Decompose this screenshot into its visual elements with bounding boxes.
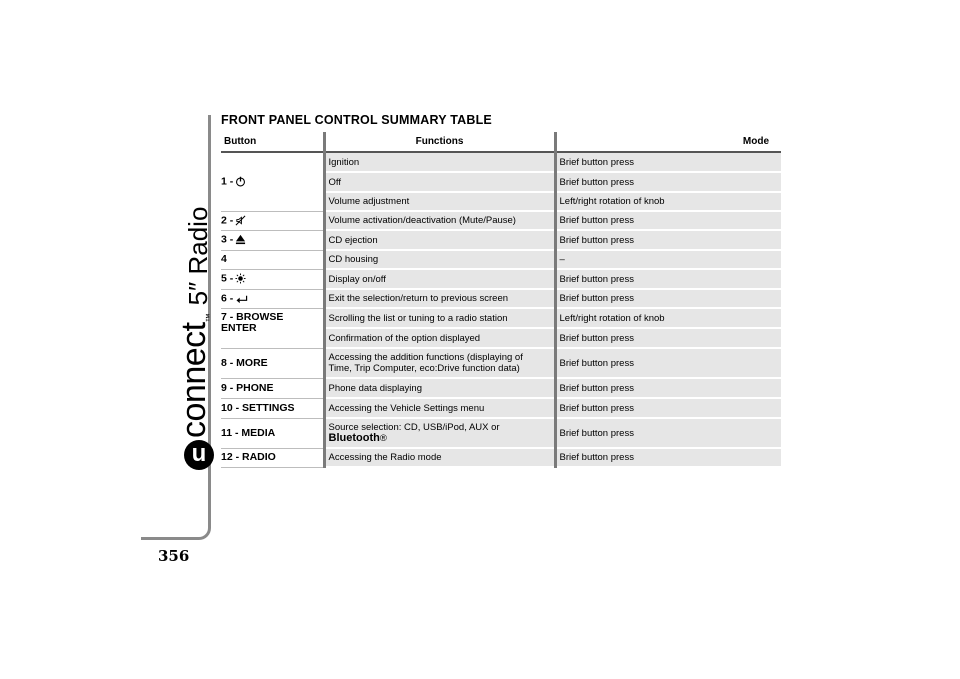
function-text-line2: Time, Trip Computer, eco:Drive function data) bbox=[328, 363, 520, 374]
button-cell: 11 - MEDIA bbox=[221, 418, 324, 448]
function-cell: Accessing the Vehicle Settings menu bbox=[324, 398, 555, 418]
button-cell bbox=[221, 211, 324, 230]
mode-cell: Brief button press bbox=[555, 418, 781, 448]
function-cell: Volume activation/deactivation (Mute/Pause) bbox=[324, 211, 555, 230]
header-mode: Mode bbox=[555, 132, 781, 152]
table-row bbox=[221, 418, 781, 448]
mode-cell: Brief button press bbox=[555, 328, 781, 348]
function-cell: Accessing the Radio mode bbox=[324, 448, 555, 467]
function-cell: Display on/off bbox=[324, 269, 555, 289]
mode-cell: Brief button press bbox=[555, 398, 781, 418]
bluetooth-text: Bluetooth bbox=[328, 432, 380, 444]
button-label: 6 - bbox=[221, 292, 234, 305]
table-row bbox=[221, 448, 781, 467]
power-icon bbox=[235, 176, 246, 187]
function-text-line2 bbox=[329, 433, 551, 444]
table-row bbox=[221, 378, 781, 398]
button-label: 2 - bbox=[221, 214, 234, 227]
mode-cell: Left/right rotation of knob bbox=[555, 308, 781, 328]
mode-cell: Brief button press bbox=[555, 269, 781, 289]
function-cell: Volume adjustment bbox=[324, 192, 555, 211]
function-cell: Scrolling the list or tuning to a radio station bbox=[324, 308, 555, 328]
display-icon bbox=[235, 273, 246, 284]
mode-cell: Left/right rotation of knob bbox=[555, 192, 781, 211]
mode-cell: – bbox=[555, 250, 781, 269]
button-cell: 12 - RADIO bbox=[221, 448, 324, 467]
mode-cell: Brief button press bbox=[555, 172, 781, 192]
function-cell: CD ejection bbox=[324, 230, 555, 250]
table-header-row bbox=[221, 132, 781, 152]
mute-icon bbox=[235, 215, 246, 226]
function-cell bbox=[324, 418, 555, 448]
header-button: Button bbox=[224, 136, 257, 147]
chapter-section: 5″ Radio bbox=[183, 206, 213, 306]
table-row bbox=[221, 398, 781, 418]
mode-cell: Brief button press bbox=[555, 211, 781, 230]
button-label: 1 - bbox=[221, 175, 234, 188]
mode-cell: Brief button press bbox=[555, 378, 781, 398]
function-cell: Ignition bbox=[324, 152, 555, 172]
button-label: 5 - bbox=[221, 272, 234, 285]
button-label: 7 - BROWSE bbox=[221, 310, 284, 323]
button-label-line2: ENTER bbox=[221, 321, 257, 334]
back-arrow-icon bbox=[235, 293, 249, 304]
mode-cell: Brief button press bbox=[555, 289, 781, 308]
button-label: 3 - bbox=[221, 233, 234, 246]
page-number: 356 bbox=[158, 547, 190, 565]
button-cell: 9 - PHONE bbox=[221, 378, 324, 398]
button-cell bbox=[221, 230, 324, 250]
table-row bbox=[221, 152, 781, 172]
mode-cell: Brief button press bbox=[555, 230, 781, 250]
mode-cell: Brief button press bbox=[555, 448, 781, 467]
function-text-line1: Accessing the addition functions (displaying of bbox=[328, 352, 523, 363]
mode-cell: Brief button press bbox=[555, 348, 781, 378]
chapter-title bbox=[175, 207, 214, 470]
button-cell: 8 - MORE bbox=[221, 348, 324, 378]
control-summary-table bbox=[221, 132, 781, 468]
button-cell bbox=[221, 269, 324, 289]
brand-name: connect bbox=[175, 322, 213, 438]
trademark: ™ bbox=[204, 313, 214, 323]
button-cell bbox=[221, 152, 324, 211]
function-cell: CD housing bbox=[324, 250, 555, 269]
uconnect-logo: u bbox=[184, 440, 214, 470]
mode-cell: Brief button press bbox=[555, 152, 781, 172]
table-row bbox=[221, 230, 781, 250]
button-cell bbox=[221, 289, 324, 308]
function-cell: Exit the selection/return to previous screen bbox=[324, 289, 555, 308]
function-text-line1: Source selection: CD, USB/iPod, AUX or bbox=[328, 422, 500, 433]
button-cell: 10 - SETTINGS bbox=[221, 398, 324, 418]
header-functions: Functions bbox=[324, 132, 555, 152]
function-cell: Phone data displaying bbox=[324, 378, 555, 398]
registered-mark: ® bbox=[379, 433, 387, 444]
eject-icon bbox=[235, 234, 246, 245]
function-cell bbox=[324, 348, 555, 378]
function-cell: Off bbox=[324, 172, 555, 192]
table-row bbox=[221, 211, 781, 230]
table-row bbox=[221, 289, 781, 308]
function-cell: Confirmation of the option displayed bbox=[324, 328, 555, 348]
table-row bbox=[221, 348, 781, 378]
table-title: FRONT PANEL CONTROL SUMMARY TABLE bbox=[221, 113, 492, 127]
button-cell bbox=[221, 308, 324, 348]
table-row bbox=[221, 250, 781, 269]
button-cell: 4 bbox=[221, 250, 324, 269]
table-row bbox=[221, 269, 781, 289]
table-row bbox=[221, 308, 781, 328]
